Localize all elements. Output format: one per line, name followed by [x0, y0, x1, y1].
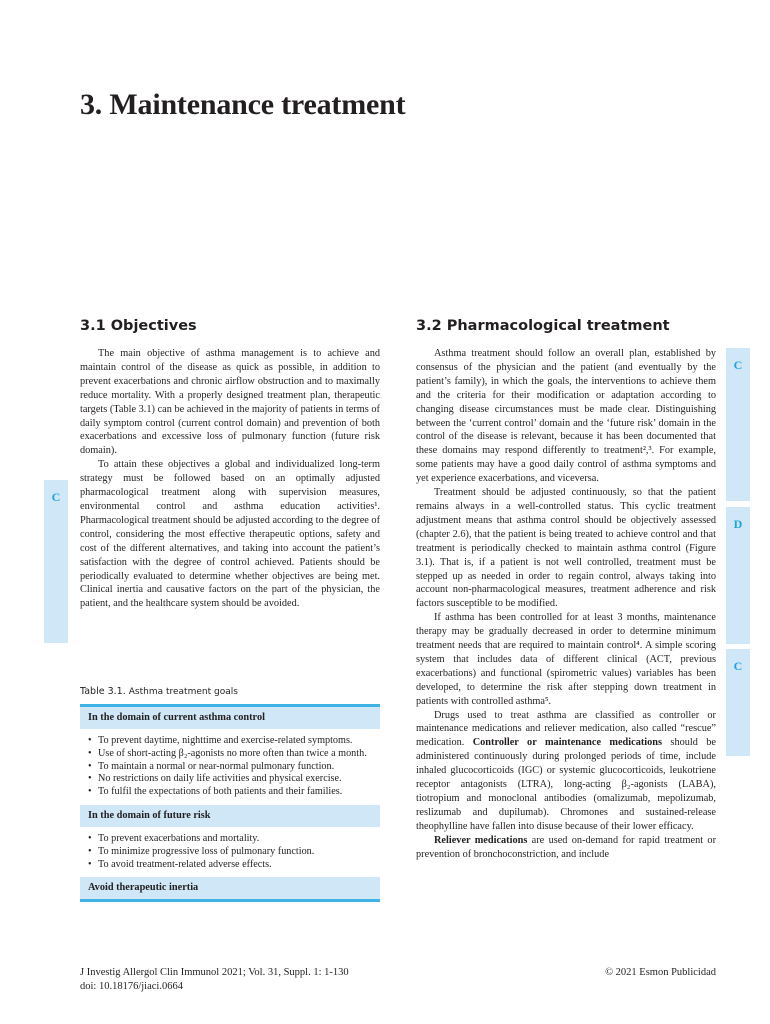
table-caption — [80, 686, 238, 697]
evidence-level-label: D — [733, 517, 743, 531]
pharmacological-body — [416, 347, 716, 862]
table-body — [80, 707, 380, 899]
table-goal-item: • To minimize progressive loss of pulmonary function. — [88, 846, 374, 859]
text-run: are used on-demand for rapid treatment or prevention of bronchoconstriction, and include — [416, 834, 717, 860]
evidence-level-label: C — [51, 490, 61, 504]
evidence-level-tab — [726, 507, 750, 644]
table-bottom-rule — [80, 899, 380, 902]
table-goal-item: • Use of short-acting β₂-agonists no more often than twice a month. — [88, 748, 374, 761]
table-group-header: In the domain of current asthma control — [80, 707, 380, 729]
table-caption-number: Table 3.1. — [80, 686, 126, 697]
table-group-header: In the domain of future risk — [80, 805, 380, 827]
footer-doi: doi: 10.18176/jiaci.0664 — [80, 981, 183, 992]
bold-term: Reliever medications — [434, 834, 528, 846]
evidence-level-tab — [726, 649, 750, 756]
table-caption-text: Asthma treatment goals — [128, 687, 238, 697]
table-goal-item: • No restrictions on daily life activities and physical exercise. — [88, 773, 374, 786]
section-heading-pharmacological: 3.2 Pharmacological treatment — [416, 318, 670, 334]
table-goal-list — [80, 729, 380, 805]
paragraph — [416, 834, 716, 862]
table-group-header: Avoid therapeutic inertia — [80, 877, 380, 899]
paragraph — [416, 709, 716, 834]
text-run: should be administered continuously during prolonged periods of time, include inhaled glucocorticoids (IGC) or systemic glucocorticoids, leukotriene receptor antagonists (LTRA), long-acting β₂-agonists (LABA), tiotropium and monoclonal antibodies (omalizumab, mepolizumab, reslizumab and dupilumab). Chromones and sustained-release theophylline have fallen into disuse because of their lower efficacy. — [416, 737, 716, 832]
evidence-level-tab — [726, 348, 750, 501]
paragraph: If asthma has been controlled for at least 3 months, maintenance therapy may be gradually decreased in order to determine minimum treatment needs that are required to maintain control⁴. A simple scoring system that includes data of different clinical (ACT, previous exacerbations) and functional (spirometric values) variables has been developed, to determine the risk after stepping down treatment in patients with controlled asthma⁵. — [416, 612, 716, 707]
paragraph: Asthma treatment should follow an overall plan, established by consensus of the physician and the patient (and eventually by the patient’s family), in which the goals, the interventions to achieve them and the criteria for their modification or adaptation according to changing disease circumstances must be made clear. Distinguishing between the ‘current control’ domain and the ‘future risk’ domain in the control of the disease is relevant, because it has been documented that these domains may respond differently to treatment²,³. For example, some patients may have a good daily control of asthma symptoms and yet experience exacerbations, and viceversa. — [416, 348, 716, 485]
table-goal-item: • To maintain a normal or near-normal pulmonary function. — [88, 761, 374, 774]
objectives-body — [80, 347, 380, 611]
evidence-level-label: C — [733, 659, 743, 673]
bold-term: Controller or maintenance medications — [472, 737, 663, 749]
table-goal-item: • To prevent daytime, nighttime and exercise-related symptoms. — [88, 735, 374, 748]
footer-copyright: © 2021 Esmon Publicidad — [605, 967, 716, 978]
footer-citation: J Investig Allergol Clin Immunol 2021; Vol. 31, Suppl. 1: 1-130 — [80, 967, 349, 978]
text-run: Drugs used to treat asthma are classified as controller or maintenance medications and reliever medication, also called “rescue” medication. — [416, 709, 716, 749]
goals-table — [80, 704, 380, 902]
chapter-title: 3. Maintenance treatment — [80, 88, 406, 121]
table-goal-item: • To prevent exacerbations and mortality. — [88, 833, 374, 846]
paragraph: Treatment should be adjusted continuously, so that the patient remains always in a well-controlled status. This cyclic treatment adjustment means that asthma control should be objectively assessed (chapter 2.6), that the patient is being treated to achieve control and that treatment is periodically checked to maintain asthma control (Figure 3.1). That is, if a patient is not well controlled, treatment must be stepped up as needed in order to regain control, always taking into account non-pharmacological measures, treatment adherence and risk factors susceptible to be modified. — [416, 487, 716, 610]
paragraph: The main objective of asthma management is to achieve and maintain control of the disease as quick as possible, in addition to prevent exacerbations and chronic airflow obstruction and to maximally reduce mortality. With a properly designed treatment plan, therapeutic targets (Table 3.1) can be achieved in the majority of patients in terms of daily symptom control (current control domain) and prevention of both exacerbations and excessive loss of pulmonary function (future risk domain). — [80, 348, 380, 457]
footer-citation-block — [80, 966, 349, 994]
evidence-level-label: C — [733, 358, 743, 372]
section-heading-objectives: 3.1 Objectives — [80, 318, 197, 334]
evidence-level-tab — [44, 480, 68, 643]
table-goal-item: • To fulfil the expectations of both patients and their families. — [88, 786, 374, 799]
table-goal-item: • To avoid treatment-related adverse effects. — [88, 859, 374, 872]
paragraph: To attain these objectives a global and individualized long-term strategy must be followed based on an optimally adjusted pharmacological treatment along with supervision measures, environmental control and asthma education activities¹. Pharmacological treatment should be adjusted according to the degree of control, considering the most effective therapeutic options, safety and cost of the different alternatives, and taking into account the patient’s satisfaction with the degree of control achieved. Patients should be periodically evaluated to determine whether objectives are being met. Clinical inertia and causative factors on the part of the physician, the patient, and the healthcare system should be avoided. — [80, 459, 380, 610]
table-goal-list — [80, 827, 380, 877]
